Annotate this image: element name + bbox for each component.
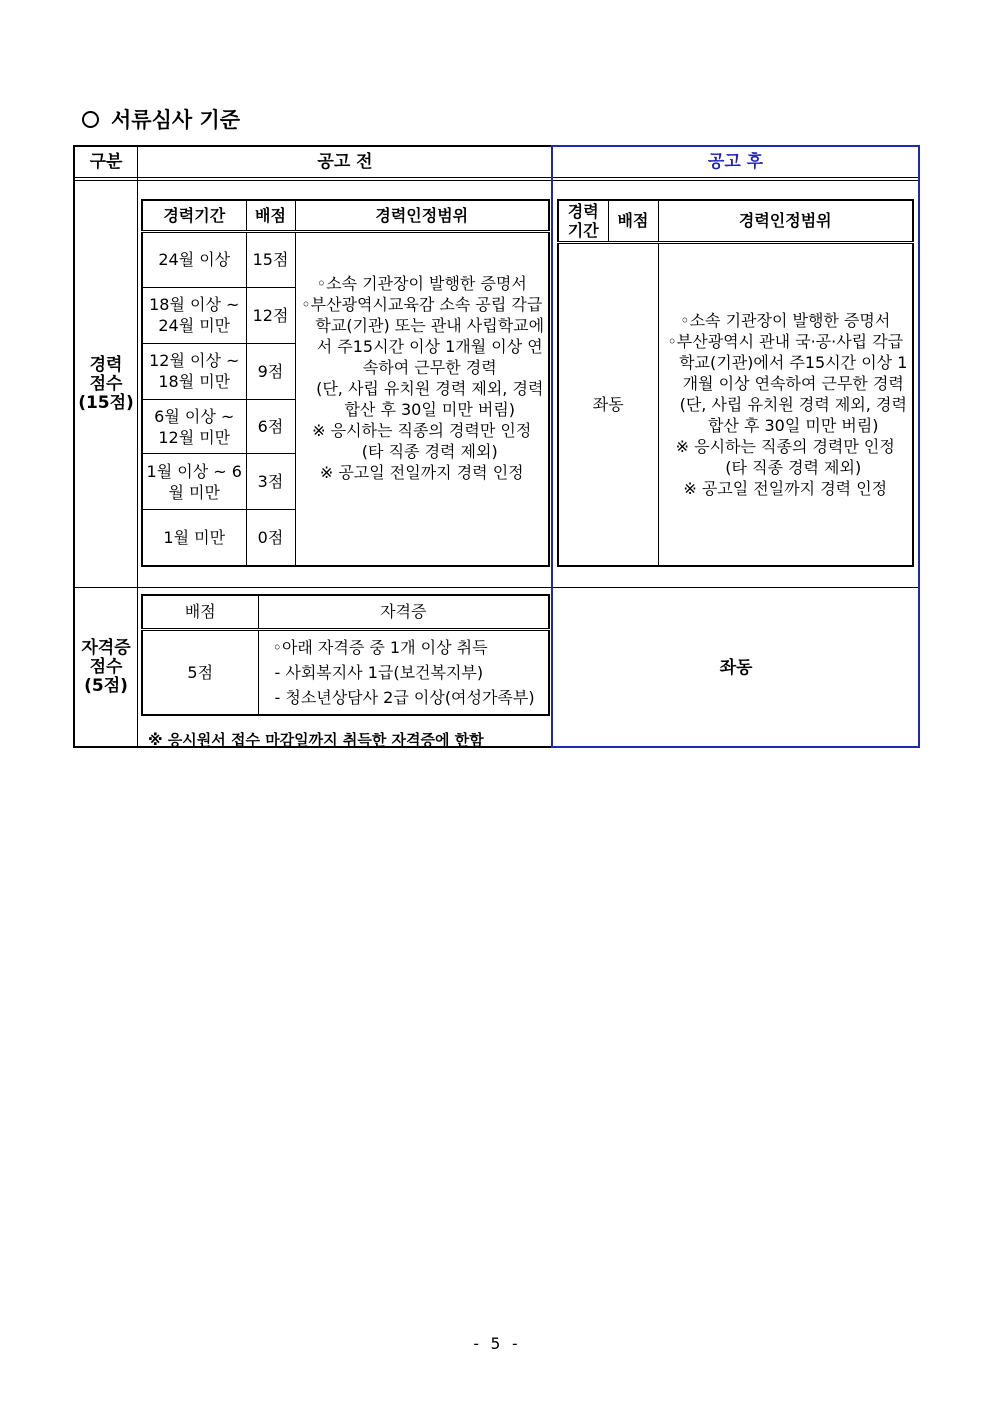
col-score-header: 배점 (608, 200, 658, 242)
table-row-score: 3점 (246, 454, 295, 510)
header-category: 구분 (89, 152, 123, 172)
license-note: ※ 응시원서 접수 마감일까지 취득한 자격증에 한함 (148, 731, 484, 749)
career-scope-before: ◦소속 기관장이 발행한 증명서 ◦부산광역시교육감 소속 공립 각급학교(기관) 또는 관내 사립학교에서 주15시간 이상 1개월 이상 연속하여 근무한 경력 (단, 사립 유치원 경력 제외, 경력 합산 후 30일 미만 버림) ※ 응시하는 직종의 경력만 인정 (타 직종 경력 제외) ※ 공고일 전일까지 경력 인정 (295, 231, 549, 566)
license-score: 5점 (142, 629, 258, 715)
license-score-label: 자격증 점수 (5점) (81, 637, 131, 696)
license-items: ◦아래 자격증 중 1개 이상 취득 - 사회복지사 1급(보건복지부) - 청소년상담사 2급 이상(여성가족부) (258, 629, 549, 715)
section-title: 서류심사 기준 (82, 104, 240, 134)
col-scope-header: 경력인정범위 (658, 200, 913, 242)
table-row-score: 6점 (246, 400, 295, 454)
col-period-header: 경력기간 (142, 200, 246, 231)
career-scope-after: ◦소속 기관장이 발행한 증명서 ◦부산광역시 관내 국·공·사립 각급학교(기관)에서 주15시간 이상 1개월 이상 연속하여 근무한 경력 (단, 사립 유치원 경력 제외, 경력 합산 후 30일 미만 버림) ※ 응시하는 직종의 경력만 인정 (타 직종 경력 제외) ※ 공고일 전일까지 경력 인정 (658, 242, 913, 566)
table-row-period: 18월 이상 ~ 24월 미만 (142, 287, 246, 343)
table-row-score: 9점 (246, 343, 295, 399)
table-row-period: 6월 이상 ~ 12월 미만 (142, 400, 246, 454)
col-license-header: 자격증 (258, 595, 549, 629)
table-row-score: 0점 (246, 510, 295, 566)
circle-bullet-icon (82, 111, 99, 128)
page-number: - 5 - (471, 1334, 520, 1353)
table-row-score: 12점 (246, 287, 295, 343)
license-after-same: 좌동 (719, 658, 753, 678)
license-before-table (141, 594, 550, 716)
col-score-header: 배점 (142, 595, 258, 629)
career-after-table (557, 199, 914, 567)
col-score-header: 배점 (246, 200, 295, 231)
header-before: 공고 전 (317, 152, 373, 172)
table-row-score: 15점 (246, 231, 295, 287)
career-before-table (141, 199, 550, 567)
career-after-same: 좌동 (558, 242, 658, 566)
table-row-period: 12월 이상 ~ 18월 미만 (142, 343, 246, 399)
col-period-header: 경력 기간 (558, 200, 608, 242)
col-scope-header: 경력인정범위 (295, 200, 549, 231)
table-row-period: 1월 미만 (142, 510, 246, 566)
table-row-period: 1월 이상 ~ 6월 미만 (142, 454, 246, 510)
career-score-label: 경력 점수 (15점) (78, 354, 134, 413)
table-row-period: 24월 이상 (142, 231, 246, 287)
header-after: 공고 후 (707, 152, 764, 172)
